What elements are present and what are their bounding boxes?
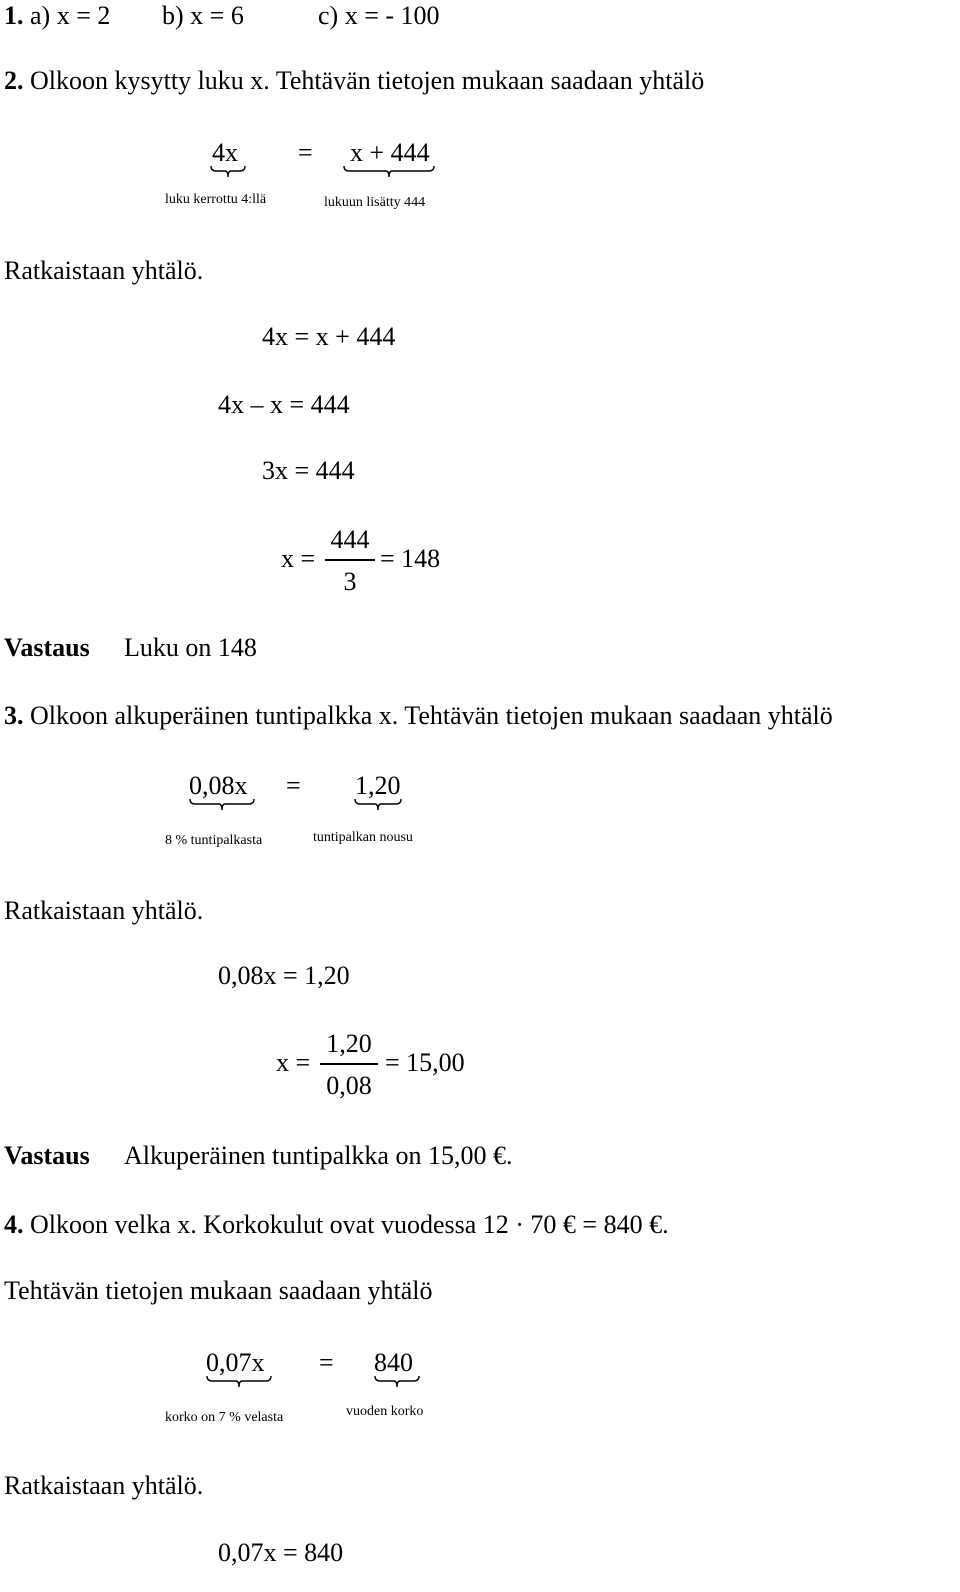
task2-brace-right-term: x + 444 <box>350 138 430 167</box>
task3-brace-equals: = <box>286 771 301 800</box>
task4-step-1: 0,07x = 840 <box>218 1538 344 1567</box>
task1-answer-c: c) x = - 100 <box>318 1 440 30</box>
task2-step-1: 4x = x + 444 <box>262 322 396 351</box>
task3-step-1: 0,08x = 1,20 <box>218 961 350 990</box>
task3-fraction-rhs: = 15,00 <box>385 1048 465 1077</box>
task1-line <box>4 3 110 29</box>
task2-right-underbrace <box>343 165 435 179</box>
task2-brace-equals: = <box>298 138 313 167</box>
task4-right-note: vuoden korko <box>346 1404 424 1419</box>
task1-number: 1. <box>4 1 24 30</box>
task4-solve-label: Ratkaistaan yhtälö. <box>4 1471 204 1500</box>
task2-step-2: 4x – x = 444 <box>218 390 350 419</box>
task2-answer <box>4 635 90 661</box>
task2-brace-left-term: 4x <box>212 138 238 167</box>
task4-right-underbrace <box>374 1375 420 1389</box>
task4-intro-2: Tehtävän tietojen mukaan saadaan yhtälö <box>4 1276 433 1305</box>
task3-fraction-numerator: 1,20 <box>326 1029 372 1058</box>
task3-right-underbrace <box>354 798 402 812</box>
task2-answer-text: Luku on 148 <box>124 633 257 662</box>
task2-left-underbrace <box>210 165 246 179</box>
task3-left-underbrace <box>189 798 255 812</box>
task3-left-note: 8 % tuntipalkasta <box>165 833 263 848</box>
task2-intro <box>4 68 704 94</box>
task2-fraction-denominator: 3 <box>343 567 357 596</box>
task2-solve-label: Ratkaistaan yhtälö. <box>4 256 204 285</box>
task4-left-underbrace <box>206 1375 272 1389</box>
task2-step-3: 3x = 444 <box>262 456 355 485</box>
task2-fraction-numerator: 444 <box>330 525 370 554</box>
task1-answer-a: a) x = 2 <box>30 1 111 30</box>
task2-fraction-lhs: x = <box>281 544 316 573</box>
task2-left-note: luku kerrottu 4:llä <box>165 192 267 207</box>
task4-left-note: korko on 7 % velasta <box>165 1410 284 1425</box>
task4-brace-left-term: 0,07x <box>206 1348 265 1377</box>
task3-answer-label: Vastaus <box>4 1141 90 1170</box>
task2-intro-text: Olkoon kysytty luku x. Tehtävän tietojen mukaan saadaan yhtälö <box>30 66 705 95</box>
task4-intro-text: Olkoon velka x. Korkokulut ovat vuodessa 12 · 70 € = 840 €. <box>30 1210 669 1239</box>
task1-answer-b: b) x = 6 <box>162 1 244 30</box>
task3-brace-left-term: 0,08x <box>189 771 248 800</box>
task3-answer-text: Alkuperäinen tuntipalkka on 15,00 €. <box>124 1141 513 1170</box>
task4-brace-equals: = <box>319 1348 334 1377</box>
task4-intro <box>4 1212 669 1238</box>
task4-number: 4. <box>4 1210 24 1239</box>
task3-fraction-denominator: 0,08 <box>326 1071 372 1100</box>
task3-fraction-lhs: x = <box>276 1048 311 1077</box>
task3-right-note: tuntipalkan nousu <box>313 830 413 845</box>
task4-brace-right-term: 840 <box>374 1348 413 1377</box>
task3-answer <box>4 1143 90 1169</box>
task3-number: 3. <box>4 701 24 730</box>
task3-intro-text: Olkoon alkuperäinen tuntipalkka x. Tehtävän tietojen mukaan saadaan yhtälö <box>30 701 833 730</box>
task3-fraction-bar <box>320 1063 378 1065</box>
task2-answer-label: Vastaus <box>4 633 90 662</box>
task2-fraction-bar <box>325 559 375 561</box>
task3-intro <box>4 703 833 729</box>
task2-number: 2. <box>4 66 24 95</box>
task3-solve-label: Ratkaistaan yhtälö. <box>4 896 204 925</box>
task3-brace-right-term: 1,20 <box>355 771 401 800</box>
task2-right-note: lukuun lisätty 444 <box>324 195 426 210</box>
task2-fraction-rhs: = 148 <box>380 544 441 573</box>
